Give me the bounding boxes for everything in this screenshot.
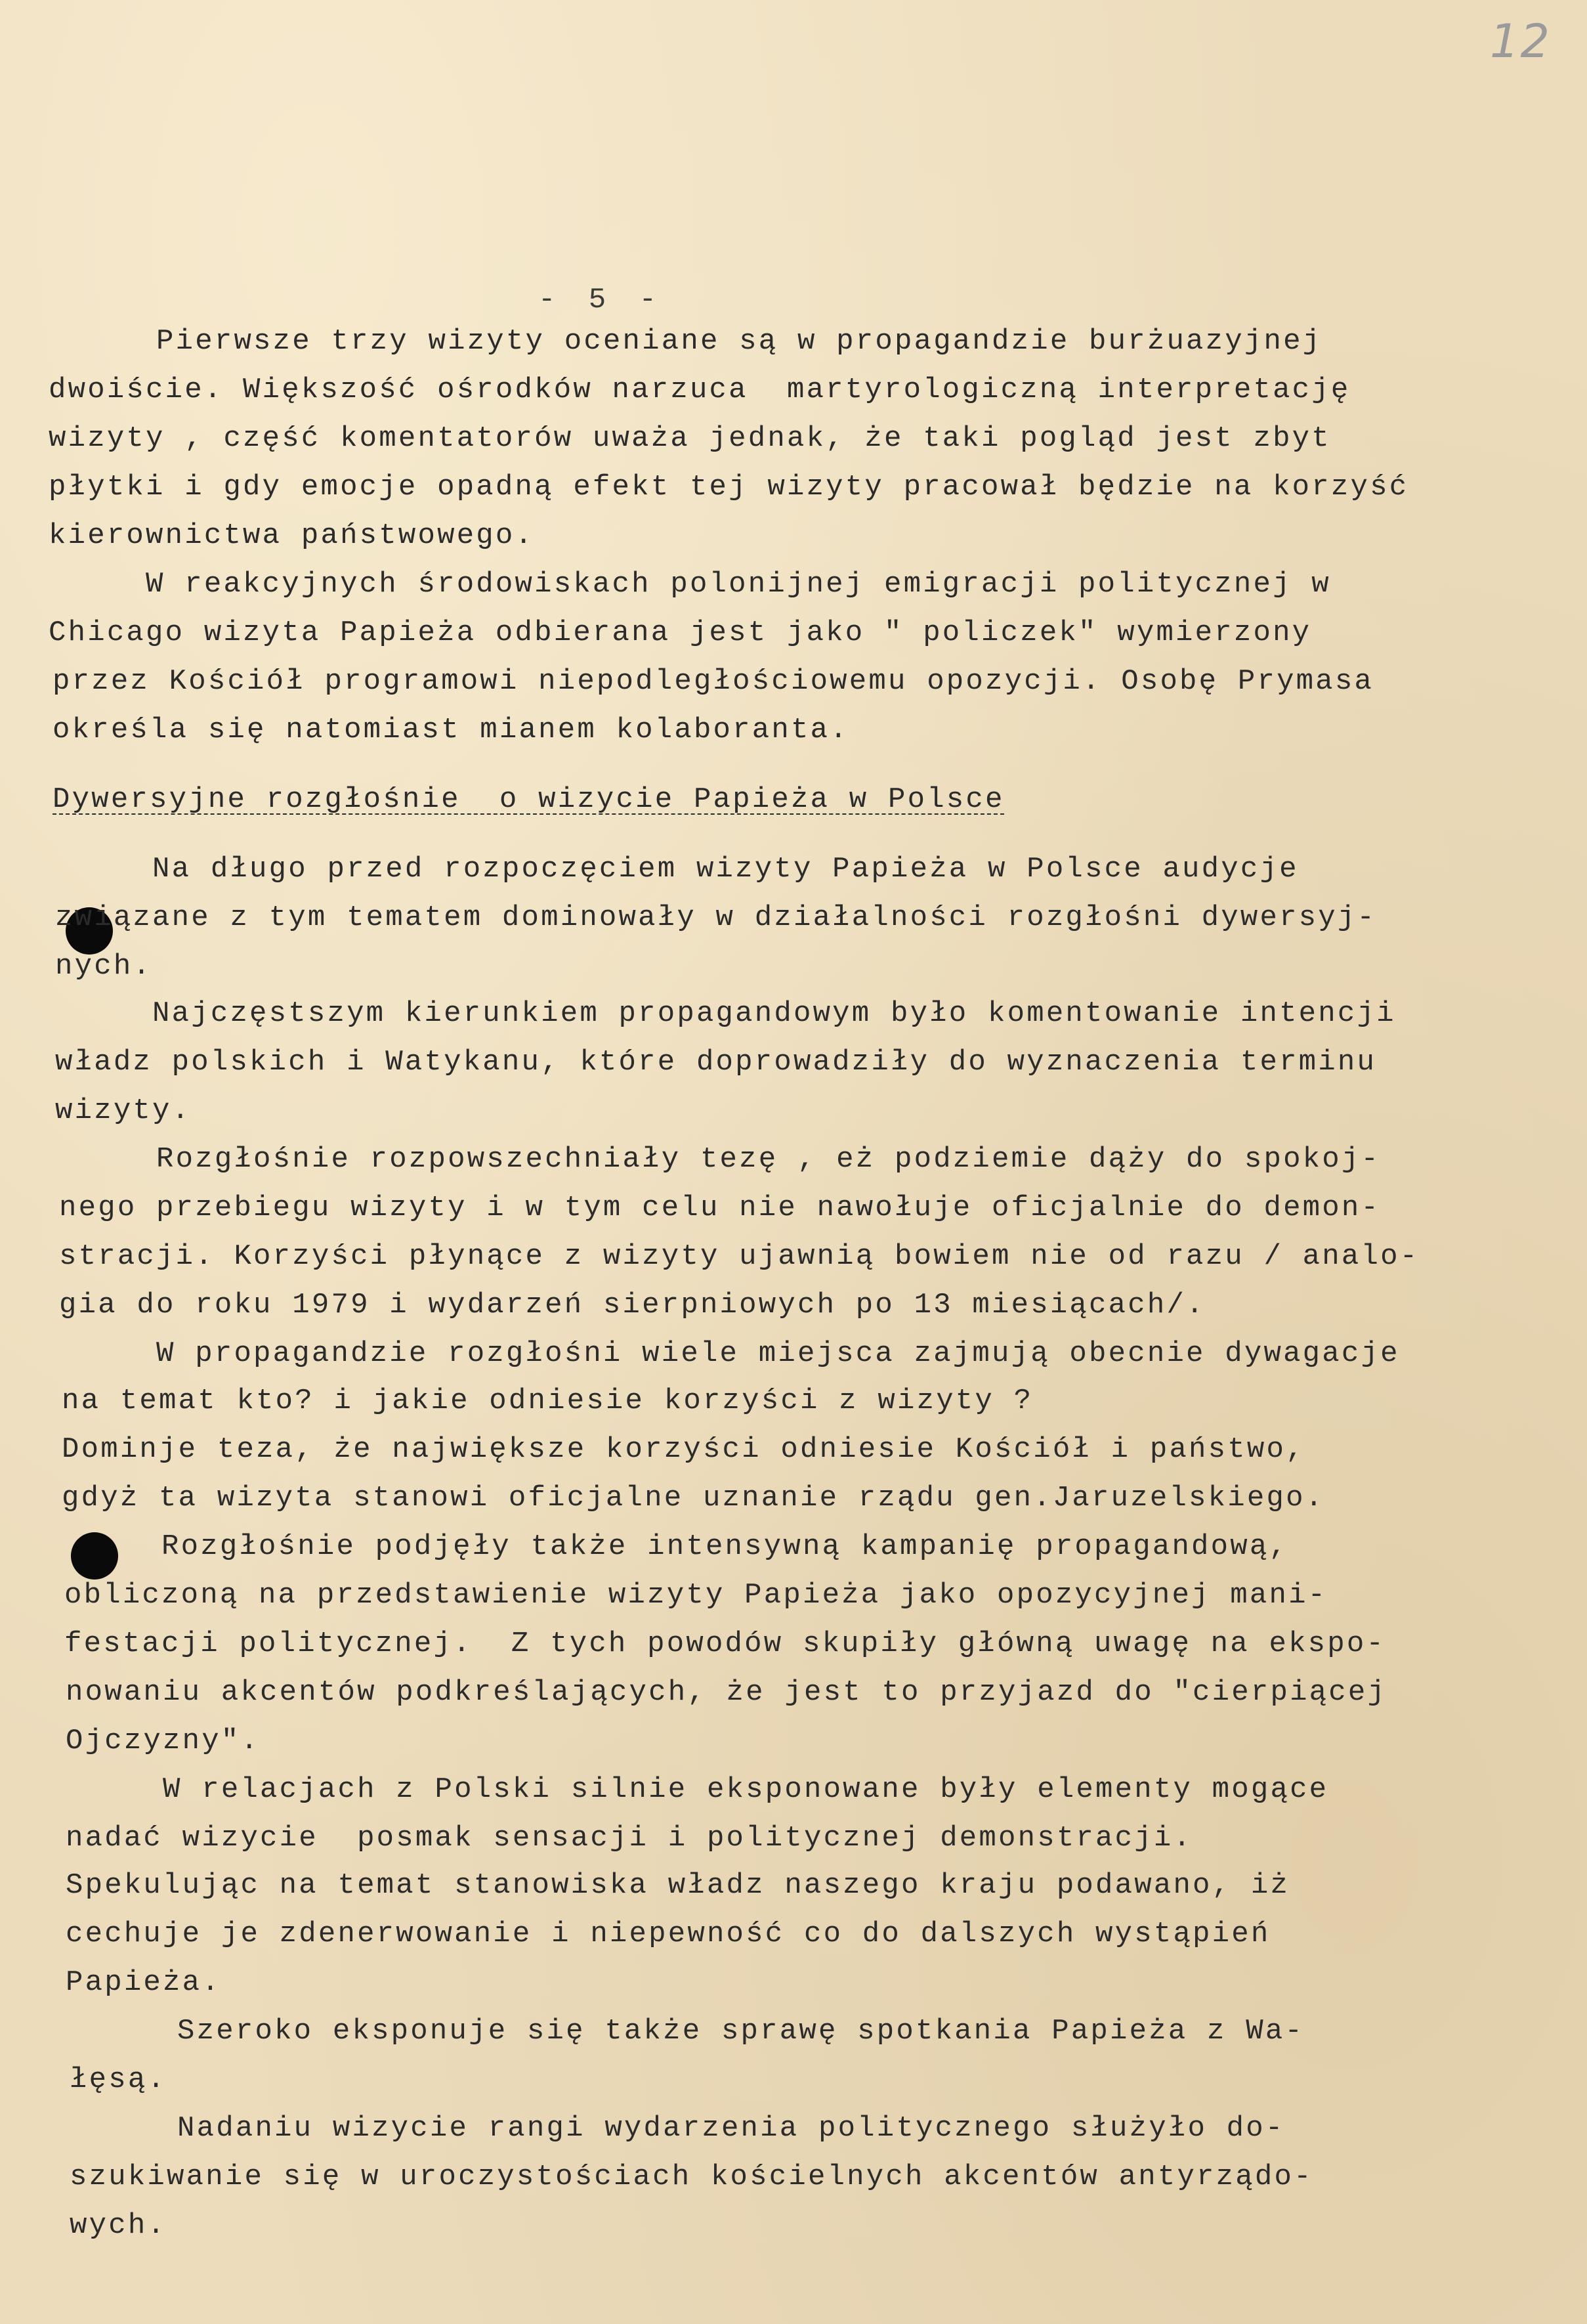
text-line: obliczoną na przedstawienie wizyty Papieża jako opozycyjnej mani- bbox=[64, 1579, 1328, 1612]
text-line: nowaniu akcentów podkreślających, że jest to przyjazd do "cierpiącej bbox=[66, 1676, 1387, 1709]
text-line: Nadaniu wizycie rangi wydarzenia politycznego służyło do- bbox=[80, 2112, 1285, 2145]
text-line: Spekulując na temat stanowiska władz naszego kraju podawano, iż bbox=[66, 1869, 1290, 1902]
text-line: wych. bbox=[70, 2209, 167, 2242]
text-line: Ojczyzny". bbox=[66, 1725, 261, 1757]
text-line: Dominje teza, że największe korzyści odniesie Kościół i państwo, bbox=[62, 1433, 1305, 1466]
text-line: festacji politycznej. Z tych powodów skupiły główną uwagę na ekspo- bbox=[64, 1627, 1386, 1660]
text-line: W relacjach z Polski silnie eksponowane były elementy mogące bbox=[66, 1773, 1329, 1806]
text-line: Papieża. bbox=[66, 1966, 221, 1999]
section-heading: Dywersyjne rozgłośnie o wizycie Papieża w Polsce bbox=[53, 783, 1005, 816]
text-line: gdyż ta wizyta stanowi oficjalne uznanie rządu gen.Jaruzelskiego. bbox=[62, 1482, 1325, 1515]
text-line: władz polskich i Watykanu, które doprowadziły do wyznaczenia terminu bbox=[55, 1046, 1377, 1079]
text-line: W reakcyjnych środowiskach polonijnej emigracji politycznej w bbox=[49, 568, 1331, 601]
text-line: Na długo przed rozpoczęciem wizyty Papieża w Polsce audycje bbox=[55, 853, 1299, 886]
text-line: przez Kościół programowi niepodległościowemu opozycji. Osobę Prymasa bbox=[53, 665, 1374, 698]
text-line: na temat kto? i jakie odniesie korzyści z wizyty ? bbox=[62, 1385, 1034, 1417]
text-line: szukiwanie się w uroczystościach kościelnych akcentów antyrządo- bbox=[70, 2161, 1313, 2193]
text-line: dwoiście. Większość ośrodków narzuca martyrologiczną interpretację bbox=[49, 374, 1351, 406]
text-line: wizyty , część komentatorów uważa jednak, że taki pogląd jest zbyt bbox=[49, 422, 1331, 455]
text-line: Pierwsze trzy wizyty oceniane są w propagandzie burżuazyjnej bbox=[59, 325, 1322, 358]
text-line: Chicago wizyta Papieża odbierana jest jako " policzek" wymierzony bbox=[49, 616, 1312, 649]
text-line: wizyty. bbox=[55, 1094, 192, 1127]
text-line: cechuje je zdenerwowanie i niepewność co do dalszych wystąpień bbox=[66, 1918, 1271, 1950]
text-line: kierownictwa państwowego. bbox=[49, 519, 535, 552]
text-line: Rozgłośnie rozpowszechniały tezę , eż podziemie dąży do spokoj- bbox=[59, 1143, 1381, 1176]
text-line: związane z tym tematem dominowały w działalności rozgłośni dywersyj- bbox=[55, 901, 1377, 934]
text-line: W propagandzie rozgłośni wiele miejsca zajmują obecnie dywagacje bbox=[59, 1337, 1400, 1370]
page-number: - 5 - bbox=[538, 284, 665, 316]
text-line: nego przebiegu wizyty i w tym celu nie nawołuje oficjalnie do demon- bbox=[59, 1192, 1381, 1224]
text-line: łęsą. bbox=[70, 2063, 167, 2096]
text-line: nych. bbox=[55, 950, 153, 983]
text-line: nadać wizycie posmak sensacji i politycznej demonstracji. bbox=[66, 1822, 1193, 1855]
text-line: płytki i gdy emocje opadną efekt tej wizyty pracował będzie na korzyść bbox=[49, 471, 1409, 504]
text-line: Najczęstszym kierunkiem propagandowym było komentowanie intencji bbox=[55, 997, 1396, 1030]
archive-page-mark: 12 bbox=[1490, 14, 1552, 68]
text-line: Szeroko eksponuje się także sprawę spotkania Papieża z Wa- bbox=[80, 2015, 1305, 2048]
text-line: gia do roku 1979 i wydarzeń sierpniowych po 13 miesiącach/. bbox=[59, 1289, 1206, 1322]
text-line: stracji. Korzyści płynące z wizyty ujawnią bowiem nie od razu / analo- bbox=[59, 1240, 1420, 1273]
text-line: określa się natomiast mianem kolaboranta. bbox=[53, 714, 849, 746]
text-line: Rozgłośnie podjęły także intensywną kampanię propagandową, bbox=[64, 1530, 1289, 1563]
